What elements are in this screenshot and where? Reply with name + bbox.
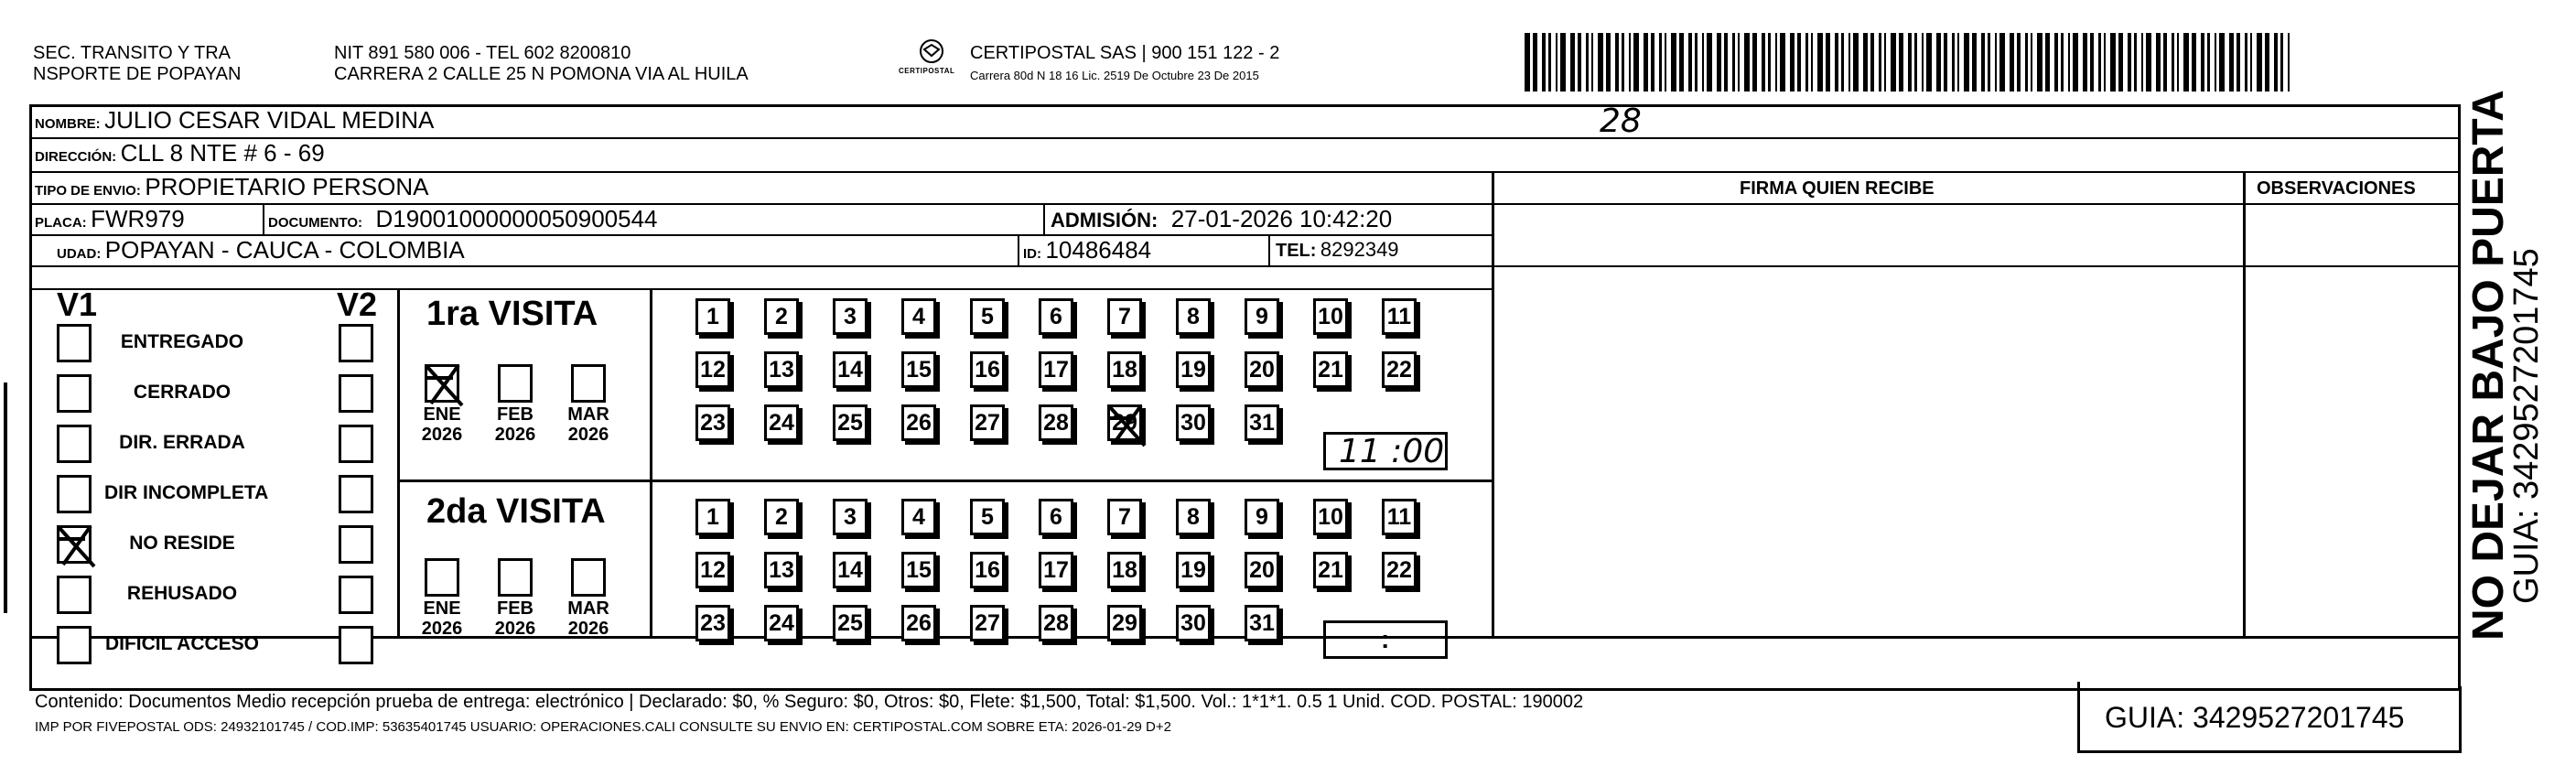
v2-checkbox-dir-incompleta[interactable] [339,475,373,513]
id-label: ID: [1023,246,1041,262]
second-visit-day-box[interactable]: 31 [1245,605,1279,641]
sender-line-2: NSPORTE DE POPAYAN [33,64,242,84]
barcode-bar [2257,33,2262,92]
barcode-bar [2110,33,2116,92]
id-value: 10486484 [1045,236,1152,264]
month-name: FEB [497,598,534,619]
nombre-field [35,106,434,135]
side-guia: GUIA: 3429527201745 [2507,248,2546,604]
second-visit-day-box[interactable]: 29 [1107,605,1142,641]
contenido-text: Contenido: Documentos Medio recepción prueba de entrega: electrónico | Declarado: $0, % Seguro: $0, Otros: $0, Flete: $1,500, Total: $1,500. Vol.: 1*1*1. 0.5 1 Unid. COD. POSTAL: 190002 [35,692,1584,712]
barcode-bar [1622,33,1624,92]
barcode-bar [2250,33,2252,92]
barcode-bar [1884,33,1886,92]
first-visit-day-box[interactable]: 6 [1039,298,1073,335]
barcode-bar [2068,33,2070,92]
barcode-bar [1768,33,1771,92]
barcode-bar [1988,33,1990,92]
barcode-bar [2156,33,2161,92]
barcode-bar [2090,33,2094,92]
barcode-bar [1863,33,1868,92]
barcode-bar [1972,33,1977,92]
second-visit-day-box[interactable]: 10 [1313,499,1348,535]
v2-checkbox-dir-errada[interactable] [339,425,373,463]
day-number: 29 [1112,410,1137,436]
first-visit-day-box[interactable]: 13 [764,351,799,388]
barcode-bar [1707,33,1712,92]
tipo-envio-value: PROPIETARIO PERSONA [145,173,429,200]
barcode-bar [1926,33,1932,92]
first-visit-day-box[interactable]: 2 [764,298,799,335]
barcode-bar [1899,33,1903,92]
v1-checkbox-no-reside[interactable] [57,525,92,564]
barcode-bar [2163,33,2167,92]
second-visit-day-box[interactable]: 22 [1382,552,1417,588]
first-visit-day-box[interactable]: 7 [1107,298,1142,335]
month-name: MAR [567,598,609,619]
barcode-bar [2183,33,2189,92]
first-visit-time-box[interactable] [1323,432,1448,470]
ciudad-field [57,236,465,264]
barcode-bar [1732,33,1735,92]
barcode-bar [1744,33,1750,92]
status-label-no-reside: NO RESIDE [129,533,235,554]
barcode-bar [2061,33,2064,92]
v2-checkbox-rehusado[interactable] [339,576,373,614]
barcode-bar [1817,33,1823,92]
first-visit-day-box[interactable]: 25 [833,404,868,441]
nombre-label: NOMBRE: [35,116,101,132]
tipo-envio-field [35,173,428,201]
status-label-cerrado: CERRADO [133,382,232,403]
barcode-bar [1853,33,1859,92]
barcode [1525,33,2293,92]
barcode-bar [1944,33,1947,92]
observaciones-label: OBSERVACIONES [2257,178,2416,199]
barcode-bar [1790,33,1795,92]
first-visit-day-box[interactable]: 9 [1245,298,1279,335]
second-visit-day-box[interactable]: 2 [764,499,799,535]
tel-value: 8292349 [1320,238,1399,261]
second-visit-day-box[interactable]: 7 [1107,499,1142,535]
barcode-bar [1598,33,1603,92]
barcode-bar [2045,33,2050,92]
first-visit-day-box[interactable]: 5 [970,298,1005,335]
month-year: 2026 [567,425,609,445]
first-visit-day-box[interactable]: 31 [1245,404,1279,441]
barcode-bar [1548,33,1551,92]
footer-guia: GUIA: 3429527201745 [2105,701,2405,734]
check-mark-icon [422,360,469,411]
barcode-bar [1629,33,1631,92]
documento-label: DOCUMENTO: [268,215,363,231]
barcode-bar [1752,33,1757,92]
placa-field [35,205,185,233]
second-visit-day-box[interactable]: 24 [764,605,799,641]
direccion-field [35,139,325,167]
barcode-bar [1695,33,1698,92]
barcode-bar [2031,33,2032,92]
first-visit-day-box[interactable]: 14 [833,351,868,388]
second-visit-day-box[interactable]: 9 [1245,499,1279,535]
check-mark-icon [54,521,102,572]
second-visit-day-box[interactable]: 18 [1107,552,1142,588]
admision-label: ADMISIÓN: [1051,209,1159,232]
barcode-bar [2118,33,2123,92]
first-visit-month-box-feb[interactable] [498,364,533,403]
status-label-dir-errada: DIR. ERRADA [119,432,245,453]
barcode-bar [2207,33,2210,92]
tel-field [1276,238,1399,262]
first-visit-day-box[interactable]: 8 [1176,298,1211,335]
barcode-bar [1542,33,1546,92]
barcode-bar [1762,33,1765,92]
second-visit-month-box-mar[interactable] [571,558,606,597]
first-visit-title: 1ra VISITA [426,295,598,333]
month-year: 2026 [421,425,463,445]
second-visit-day-box[interactable]: 3 [833,499,868,535]
second-visit-day-box[interactable]: 25 [833,605,868,641]
second-visit-day-box[interactable]: 16 [970,552,1005,588]
second-visit-day-box[interactable]: 14 [833,552,868,588]
tipo-envio-label: TIPO DE ENVIO: [35,183,141,199]
second-visit-day-box[interactable]: 28 [1039,605,1073,641]
barcode-bar [1841,33,1844,92]
second-visit-day-box[interactable]: 12 [695,552,730,588]
barcode-bar [1835,33,1838,92]
first-visit-day-box[interactable]: 21 [1313,351,1348,388]
barcode-bar [1914,33,1917,92]
barcode-bar [2054,33,2058,92]
barcode-bar [2172,33,2174,92]
barcode-bar [2083,33,2087,92]
v1-checkbox-rehusado[interactable] [57,576,92,614]
first-visit-day-box[interactable]: 18 [1107,351,1142,388]
second-visit-day-box[interactable]: 30 [1176,605,1211,641]
tel-label: TEL: [1276,241,1317,261]
admision-value: 27-01-2026 10:42:20 [1170,205,1393,232]
second-visit-day-box[interactable]: 8 [1176,499,1211,535]
first-visit-day-box[interactable]: 4 [901,298,936,335]
address-line: CARRERA 2 CALLE 25 N POMONA VIA AL HUILA [334,64,749,84]
month-year: 2026 [494,425,536,445]
firma-label: FIRMA QUIEN RECIBE [1740,178,1935,199]
barcode-bar [1688,33,1692,92]
barcode-bar [1606,33,1611,92]
first-visit-day-box[interactable]: 11 [1382,298,1417,335]
first-visit-day-box[interactable]: 20 [1245,351,1279,388]
barcode-bar [1995,33,1997,92]
logo-text: CERTIPOSTAL [899,67,955,75]
barcode-bar [2098,33,2101,92]
carrier-license: Carrera 80d N 18 16 Lic. 2519 De Octubre 23 De 2015 [970,69,1259,82]
direccion-label: DIRECCIÓN: [35,149,117,165]
second-visit-day-box[interactable]: 27 [970,605,1005,641]
barcode-icon [1525,33,2293,92]
barcode-bar [1797,33,1801,92]
second-visit-day-box[interactable]: 5 [970,499,1005,535]
status-label-rehusado: REHUSADO [126,583,238,604]
barcode-bar [1702,33,1704,92]
first-visit-day-box[interactable] [1107,404,1142,441]
first-visit-day-box[interactable]: 30 [1176,404,1211,441]
first-visit-day-box[interactable]: 15 [901,351,936,388]
barcode-bar [1651,33,1654,92]
second-visit-day-box[interactable]: 20 [1245,552,1279,588]
barcode-bar [1724,33,1728,92]
month-year: 2026 [567,619,609,639]
first-visit-month-label [490,404,541,445]
second-visit-day-box[interactable]: 6 [1039,499,1073,535]
side-warning: NO DEJAR BAJO PUERTA [2464,90,2513,641]
barcode-bar [2010,33,2014,92]
first-visit-day-box[interactable]: 28 [1039,404,1073,441]
barcode-bar [2274,33,2278,92]
barcode-bar [1870,33,1874,92]
barcode-bar [1922,33,1924,92]
v1-checkbox-entregado[interactable] [57,324,92,362]
first-visit-day-box[interactable]: 12 [695,351,730,388]
barcode-bar [1775,33,1777,92]
first-visit-day-box[interactable]: 26 [901,404,936,441]
barcode-bar [1533,33,1537,92]
barcode-bar [1665,33,1666,92]
second-visit-month-label [416,598,468,639]
admision-field [1051,205,1392,233]
placa-value: FWR979 [91,205,185,232]
barcode-bar [2134,33,2137,92]
barcode-bar [2280,33,2283,92]
month-name: FEB [497,404,534,425]
barcode-bar [1615,33,1619,92]
second-visit-day-box[interactable]: 11 [1382,499,1417,535]
barcode-bar [1525,33,1530,92]
v1-checkbox-dir-errada[interactable] [57,425,92,463]
barcode-bar [1717,33,1721,92]
month-name: MAR [567,404,609,425]
second-visit-month-label [563,598,614,639]
first-visit-month-box-mar[interactable] [571,364,606,403]
second-visit-day-box[interactable]: 21 [1313,552,1348,588]
handwritten-number: 28 [1600,102,1642,140]
first-visit-day-box[interactable]: 24 [764,404,799,441]
second-visit-month-label [490,598,541,639]
barcode-bar [1659,33,1662,92]
v1-checkbox-dificil-acceso[interactable] [57,626,92,664]
second-visit-day-box[interactable]: 17 [1039,552,1073,588]
status-label-entregado: ENTREGADO [120,331,244,352]
carrier-line: CERTIPOSTAL SAS | 900 151 122 - 2 [970,43,1280,63]
second-visit-month-box-ene[interactable] [425,558,459,597]
barcode-bar [2192,33,2196,92]
status-label-dificil-acceso: DIFICIL ACCESO [104,633,259,654]
barcode-bar [1964,33,1969,92]
barcode-bar [1879,33,1881,92]
barcode-bar [2017,33,2021,92]
barcode-bar [1578,33,1581,92]
barcode-bar [1952,33,1955,92]
month-year: 2026 [421,619,463,639]
id-field [1023,236,1151,264]
v2-label: V2 [337,286,378,323]
imp-text: IMP POR FIVEPOSTAL ODS: 24932101745 / COD.IMP: 53635401745 USUARIO: OPERACIONES.CALI CONSULTE SU ENVIO EN: CERTIPOSTAL.COM SOBRE ETA: 2026-01-29 D+2 [35,719,1171,735]
certipostal-logo [899,37,965,82]
second-visit-day-box[interactable]: 26 [901,605,936,641]
barcode-bar [1679,33,1684,92]
v2-checkbox-cerrado[interactable] [339,374,373,413]
barcode-bar [2146,33,2151,92]
barcode-bar [1805,33,1808,92]
second-visit-time: : [1381,625,1390,653]
certipostal-logo-icon [899,37,965,82]
barcode-bar [1633,33,1639,92]
placa-label: PLACA: [35,215,87,231]
barcode-bar [2201,33,2204,92]
barcode-bar [1644,33,1648,92]
barcode-bar [1780,33,1785,92]
nombre-value: JULIO CESAR VIDAL MEDINA [104,106,435,134]
barcode-bar [1556,33,1557,92]
first-visit-day-box[interactable]: 10 [1313,298,1348,335]
second-visit-day-box[interactable]: 13 [764,552,799,588]
barcode-bar [2177,33,2179,92]
second-visit-time-box[interactable] [1323,620,1448,659]
second-visit-title: 2da VISITA [426,492,606,531]
sender-line-1: SEC. TRANSITO Y TRA [33,43,231,63]
barcode-bar [2288,33,2290,92]
first-visit-day-box[interactable]: 1 [695,298,730,335]
first-visit-day-box[interactable]: 3 [833,298,868,335]
second-visit-day-box[interactable]: 19 [1176,552,1211,588]
status-label-dir-incompleta: DIR INCOMPLETA [104,482,269,503]
barcode-bar [1891,33,1896,92]
barcode-bar [2229,33,2234,92]
barcode-bar [2236,33,2240,92]
second-visit-month-box-feb[interactable] [498,558,533,597]
first-visit-day-box[interactable]: 17 [1039,351,1073,388]
barcode-bar [1936,33,1941,92]
barcode-bar [1586,33,1589,92]
barcode-bar [1738,33,1740,92]
check-mark-icon [1105,400,1152,451]
first-visit-month-box-ene[interactable] [425,364,459,403]
month-name: ENE [423,404,461,425]
documento-field [268,205,658,233]
v1-checkbox-dir-incompleta[interactable] [57,475,92,513]
direccion-value: CLL 8 NTE # 6 - 69 [120,139,325,167]
first-visit-time: 11 :00 [1339,433,1445,470]
barcode-bar [2104,33,2106,92]
second-visit-day-box[interactable]: 15 [901,552,936,588]
barcode-bar [1999,33,2005,92]
barcode-bar [1570,33,1575,92]
first-visit-day-box[interactable]: 16 [970,351,1005,388]
v1-label: V1 [57,286,98,323]
first-visit-month-label [416,404,468,445]
first-visit-day-box[interactable]: 22 [1382,351,1417,388]
barcode-bar [1908,33,1912,92]
v2-checkbox-entregado[interactable] [339,324,373,362]
ciudad-value: POPAYAN - CAUCA - COLOMBIA [104,236,465,264]
barcode-bar [2265,33,2269,92]
barcode-bar [2219,33,2225,92]
first-visit-day-box[interactable]: 27 [970,404,1005,441]
barcode-bar [2073,33,2078,92]
barcode-bar [1957,33,1959,92]
documento-value: D19001000000050900544 [375,205,658,232]
barcode-bar [1560,33,1566,92]
barcode-bar [2215,33,2216,92]
second-visit-day-box[interactable]: 1 [695,499,730,535]
barcode-bar [2141,33,2143,92]
first-visit-day-box[interactable]: 23 [695,404,730,441]
v2-checkbox-no-reside[interactable] [339,525,373,564]
ciudad-label: UDAD: [57,246,102,262]
month-name: ENE [423,598,461,619]
barcode-bar [2037,33,2042,92]
v1-checkbox-cerrado[interactable] [57,374,92,413]
barcode-bar [2245,33,2247,92]
second-visit-day-box[interactable]: 23 [695,605,730,641]
month-year: 2026 [494,619,536,639]
first-visit-month-label [563,404,614,445]
barcode-bar [1848,33,1850,92]
barcode-bar [1826,33,1830,92]
barcode-bar [1671,33,1676,92]
barcode-bar [1981,33,1985,92]
barcode-bar [1591,33,1593,92]
nit-line: NIT 891 580 006 - TEL 602 8200810 [334,43,631,63]
second-visit-day-box[interactable]: 4 [901,499,936,535]
barcode-bar [2128,33,2131,92]
v2-checkbox-dificil-acceso[interactable] [339,626,373,664]
barcode-bar [2025,33,2028,92]
first-visit-day-box[interactable]: 19 [1176,351,1211,388]
barcode-bar [1811,33,1813,92]
